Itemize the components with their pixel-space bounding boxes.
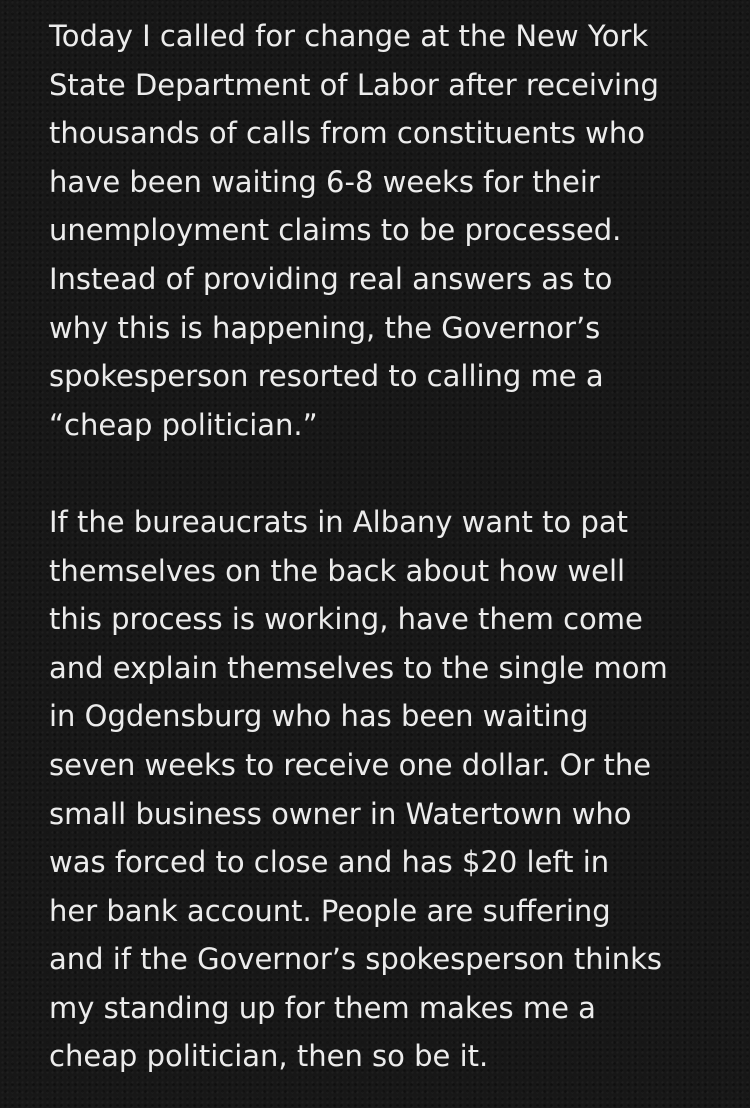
text-line: unemployment claims to be processed. xyxy=(49,213,622,248)
paragraph-1 xyxy=(49,12,709,449)
note-body xyxy=(49,12,709,1081)
text-line: themselves on the back about how well xyxy=(49,553,626,588)
paragraph-spacer xyxy=(49,449,709,498)
text-line: and explain themselves to the single mom xyxy=(49,650,668,685)
text-line: was forced to close and has $20 left in xyxy=(49,845,610,880)
text-line: seven weeks to receive one dollar. Or the xyxy=(49,747,652,782)
text-line: this process is working, have them come xyxy=(49,602,643,637)
text-line: If the bureaucrats in Albany want to pat xyxy=(49,504,629,539)
text-line: Today I called for change at the New York xyxy=(49,19,649,53)
text-line: thousands of calls from constituents who xyxy=(49,116,646,151)
text-line: why this is happening, the Governor’s xyxy=(49,310,601,345)
text-line: my standing up for them makes me a xyxy=(49,990,596,1025)
text-line: “cheap politician.” xyxy=(49,407,318,442)
text-line: have been waiting 6-8 weeks for their xyxy=(49,164,600,199)
text-line: and if the Governor’s spokesperson thinks xyxy=(49,942,662,977)
text-line: cheap politician, then so be it. xyxy=(49,1039,489,1074)
paragraph-2 xyxy=(49,498,709,1081)
text-line: in Ogdensburg who has been waiting xyxy=(49,699,589,734)
text-line: Instead of providing real answers as to xyxy=(49,261,613,296)
text-line: her bank account. People are suffering xyxy=(49,893,611,928)
text-line: small business owner in Watertown who xyxy=(49,796,632,831)
text-line: State Department of Labor after receiving xyxy=(49,67,659,102)
text-line: spokesperson resorted to calling me a xyxy=(49,359,604,394)
